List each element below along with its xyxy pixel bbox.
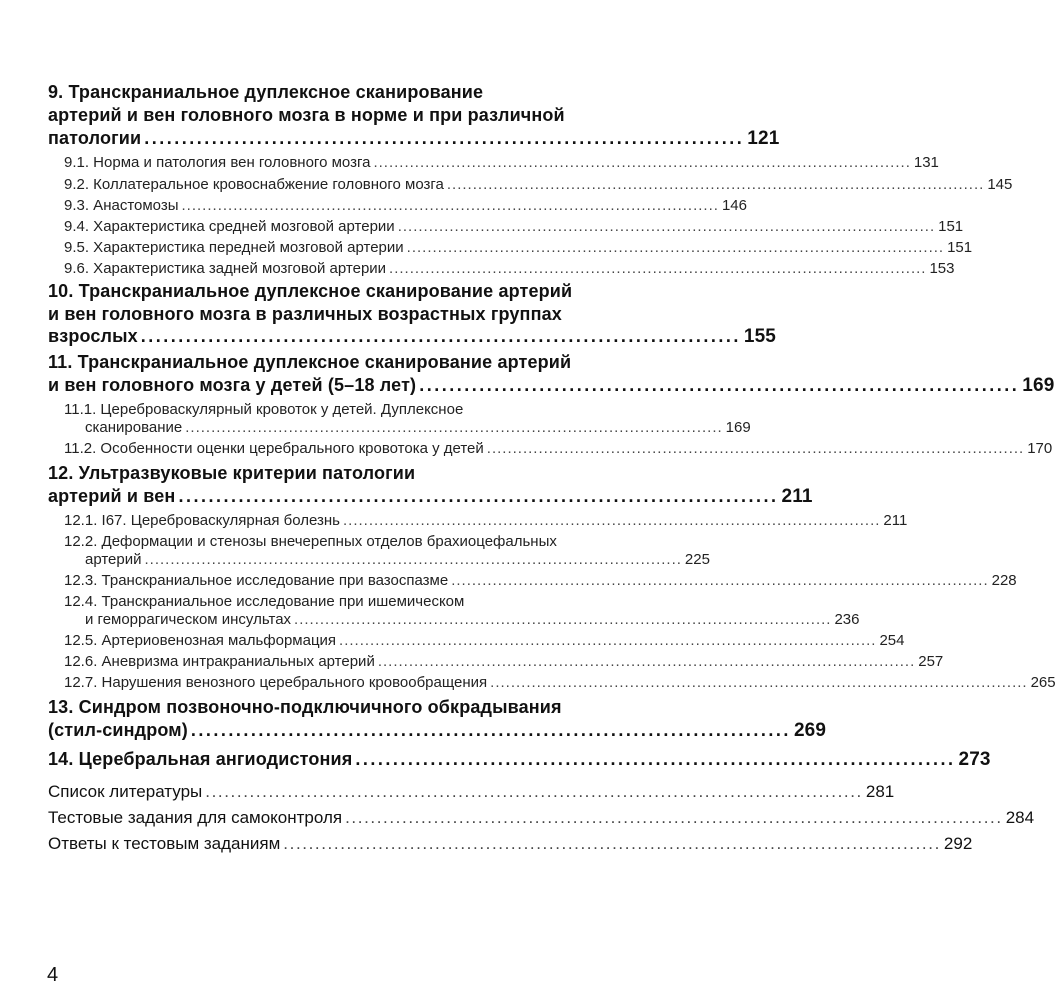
toc-entry-12-2[interactable]: [85, 551, 710, 568]
entry-label: Список литературы: [48, 782, 203, 801]
section-title-text: (стил-синдром): [48, 720, 188, 740]
section-title-text: и вен головного мозга в различных возрастных группах: [48, 304, 562, 324]
toc-section-12-title-line-1: [48, 463, 628, 484]
leader-dots: ........................................................................................................: [389, 260, 927, 277]
entry-label: 12.5. Артериовенозная мальформация: [64, 632, 337, 649]
entry-label: 9.5. Характеристика передней мозговой артерии: [64, 239, 404, 256]
toc-entry-11-2[interactable]: [64, 440, 1053, 457]
section-title-text: 14. Церебральная ангиодистония: [48, 749, 353, 769]
page-number: 257: [918, 653, 944, 670]
leader-dots: ........................................................................................................: [490, 674, 1028, 691]
leader-dots: ........................................................................................................: [373, 154, 911, 171]
toc-entry-12-2-line-1: [64, 533, 627, 550]
toc-self-tests[interactable]: [48, 808, 1035, 828]
entry-label: Ответы к тестовым заданиям: [48, 834, 281, 853]
section-title-text: патологии: [48, 128, 142, 148]
page-footer-number: 4: [47, 964, 59, 986]
leader-dots: ................................................................................: [355, 749, 956, 769]
leader-dots: ........................................................................................................: [342, 512, 881, 529]
leader-dots: ........................................................................................................: [345, 808, 1003, 827]
entry-label: 9.3. Анастомозы: [64, 197, 179, 214]
toc-entry-12-5[interactable]: [64, 632, 905, 649]
page-number: 146: [721, 197, 747, 214]
toc-entry-9-1[interactable]: [64, 154, 939, 171]
leader-dots: ........................................................................................................: [446, 176, 985, 193]
toc-entry-12-3[interactable]: [64, 572, 1017, 589]
toc-entry-11-1-line-1: [64, 401, 627, 418]
toc-section-10-title-line-2: [48, 304, 628, 325]
entry-label: Тестовые задания для самоконтроля: [48, 808, 343, 827]
page-number: 273: [958, 749, 991, 770]
page-number: 170: [1027, 440, 1053, 457]
leader-dots: ........................................................................................................: [185, 419, 723, 436]
page-number: 151: [947, 239, 973, 256]
leader-dots: ........................................................................................................: [406, 239, 945, 256]
toc-section-13-title-line-2[interactable]: [48, 720, 827, 742]
toc-section-12-title-line-2[interactable]: [48, 486, 813, 508]
leader-dots: ........................................................................................................: [377, 653, 916, 670]
page-number: 153: [929, 260, 955, 277]
entry-label: сканирование: [85, 419, 183, 436]
entry-label: 11.2. Особенности оценки церебрального кровотока у детей: [64, 440, 484, 457]
leader-dots: ................................................................................: [178, 486, 779, 506]
toc-section-9-title-line-3[interactable]: [48, 128, 780, 150]
toc-entry-12-6[interactable]: [64, 653, 944, 670]
section-title-text: и вен головного мозга у детей (5–18 лет): [48, 375, 417, 395]
entry-label: 12.2. Деформации и стенозы внечерепных отделов брахиоцефальных: [64, 533, 557, 550]
toc-section-11-title-line-2[interactable]: [48, 375, 1055, 397]
page-number: 281: [865, 782, 895, 801]
page-number: 155: [743, 326, 777, 347]
entry-label: 9.6. Характеристика задней мозговой артерии: [64, 260, 387, 277]
leader-dots: ........................................................................................................: [451, 572, 989, 589]
toc-entry-12-1[interactable]: [64, 512, 908, 529]
leader-dots: ................................................................................: [144, 128, 745, 148]
leader-dots: ........................................................................................................: [294, 611, 832, 628]
leader-dots: ........................................................................................................: [486, 440, 1025, 457]
toc-entry-9-6[interactable]: [64, 260, 955, 277]
entry-label: 12.6. Аневризма интракраниальных артерий: [64, 653, 375, 670]
toc-section-11-title-line-1: [48, 352, 628, 373]
page-number: 131: [913, 154, 939, 171]
toc-entry-9-2[interactable]: [64, 176, 1013, 193]
page-number: 254: [879, 632, 905, 649]
toc-section-9-title-line-2: [48, 105, 628, 126]
leader-dots: ........................................................................................................: [181, 197, 719, 214]
entry-label: 12.4. Транскраниальное исследование при ишемическом: [64, 593, 465, 610]
page-number: 284: [1005, 808, 1035, 827]
page-number: 145: [987, 176, 1013, 193]
entry-label: 12.3. Транскраниальное исследование при вазоспазме: [64, 572, 449, 589]
toc-entry-12-7[interactable]: [64, 674, 1056, 691]
leader-dots: ................................................................................: [140, 326, 741, 346]
leader-dots: ........................................................................................................: [283, 834, 941, 853]
toc-section-9-title-line-1: [48, 82, 628, 103]
page-number: 211: [883, 512, 908, 529]
entry-label: 11.1. Цереброваскулярный кровоток у детей. Дуплексное: [64, 401, 464, 418]
page-number: 292: [943, 834, 973, 853]
page-number: 211: [781, 486, 813, 507]
toc-section-10-title-line-3[interactable]: [48, 326, 777, 348]
entry-label: и геморрагическом инсультах: [85, 611, 292, 628]
section-title-text: 11. Транскраниальное дуплексное сканирование артерий: [48, 352, 572, 372]
toc-bibliography[interactable]: [48, 782, 895, 802]
entry-label: 9.1. Норма и патология вен головного мозга: [64, 154, 371, 171]
section-title-text: взрослых: [48, 326, 138, 346]
page-number: 121: [747, 128, 780, 149]
page-number: 151: [938, 218, 964, 235]
page-number: 269: [793, 720, 827, 741]
toc-entry-9-5[interactable]: [64, 239, 973, 256]
leader-dots: ................................................................................: [190, 720, 791, 740]
entry-label: 9.2. Коллатеральное кровоснабжение головного мозга: [64, 176, 444, 193]
toc-entry-12-4-line-1: [64, 593, 627, 610]
leader-dots: ........................................................................................................: [205, 782, 863, 801]
toc-entry-11-1[interactable]: [85, 419, 751, 436]
page-number: 169: [1022, 375, 1055, 396]
section-title-text: 13. Синдром позвоночно-подключичного обкрадывания: [48, 697, 562, 717]
page-number: 265: [1030, 674, 1056, 691]
page-number: 236: [834, 611, 860, 628]
section-title-text: артерий и вен головного мозга в норме и при различной: [48, 105, 565, 125]
leader-dots: ................................................................................: [419, 375, 1020, 395]
section-title-text: 9. Транскраниальное дуплексное сканирование: [48, 82, 484, 102]
section-title-text: 10. Транскраниальное дуплексное сканирование артерий: [48, 281, 573, 301]
entry-label: артерий: [85, 551, 142, 568]
leader-dots: ........................................................................................................: [397, 218, 936, 235]
entry-label: 12.7. Нарушения венозного церебрального кровообращения: [64, 674, 488, 691]
toc-section-13-title-line-1: [48, 697, 628, 718]
toc-entry-12-4[interactable]: [85, 611, 860, 628]
entry-label: 9.4. Характеристика средней мозговой артерии: [64, 218, 395, 235]
page-number: 225: [684, 551, 710, 568]
page-number: 169: [725, 419, 751, 436]
leader-dots: ........................................................................................................: [144, 551, 682, 568]
page-number: 228: [991, 572, 1017, 589]
toc-section-14[interactable]: [48, 749, 991, 771]
toc-entry-9-4[interactable]: [64, 218, 964, 235]
toc-test-answers[interactable]: [48, 834, 973, 854]
leader-dots: ........................................................................................................: [339, 632, 877, 649]
toc-section-10-title-line-1: [48, 281, 628, 302]
section-title-text: 12. Ультразвуковые критерии патологии: [48, 463, 416, 483]
entry-label: 12.1. I67. Цереброваскулярная болезнь: [64, 512, 340, 529]
section-title-text: артерий и вен: [48, 486, 176, 506]
toc-entry-9-3[interactable]: [64, 197, 747, 214]
